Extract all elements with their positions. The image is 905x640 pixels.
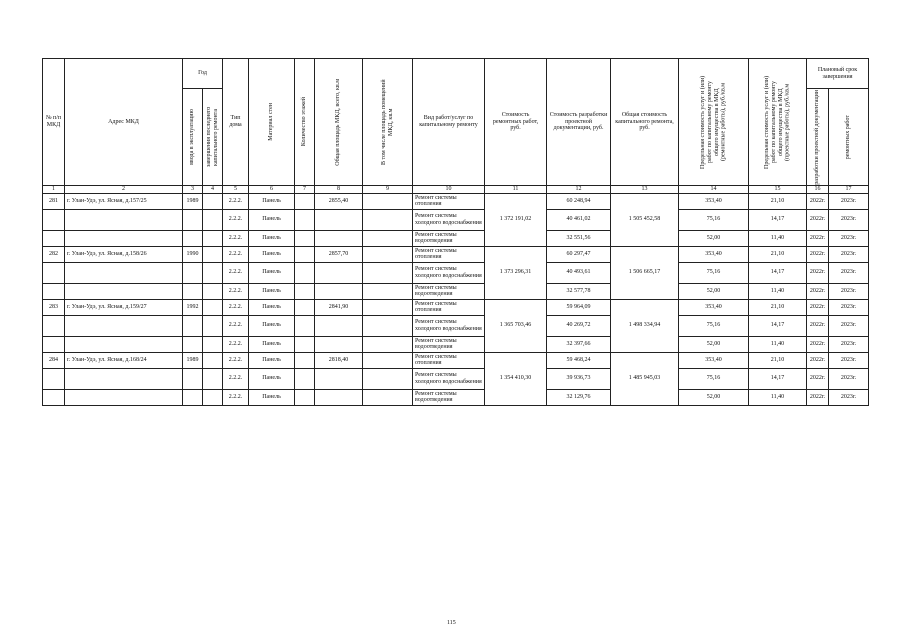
cell-year-commission [183, 283, 203, 299]
cell-work-type: Ремонт системы отопления [413, 352, 485, 368]
cell-deadline-design: 2022г. [807, 193, 829, 209]
cell-year-overhaul [203, 315, 223, 336]
cell-year-commission [183, 209, 203, 230]
table-row [43, 193, 869, 209]
header-year-group: Год [183, 59, 223, 89]
cell-work-type: Ремонт системы холодного водоснабжения [413, 262, 485, 283]
table-row [43, 368, 869, 389]
cell-house-type: 2.2.2. [223, 246, 249, 262]
cell-total-area [315, 368, 363, 389]
header-year-overhaul-text: завершения последнего капитального ремонта [205, 106, 219, 168]
cell-work-cost: 1 354 410,30 [485, 352, 547, 405]
cell-house-type: 2.2.2. [223, 389, 249, 405]
header-max-cost-repair [679, 59, 749, 186]
table-body [43, 193, 869, 405]
cell-total-area [315, 230, 363, 246]
cell-work-type: Ремонт системы холодного водоснабжения [413, 209, 485, 230]
cell-design-cost: 40 269,72 [547, 315, 611, 336]
header-max-cost-design-text: Предельная стоимость услуг и (или) работ по капитальному ремонту общего имущества в МКД (проектные работы), руб./кв.м [763, 75, 791, 169]
cell-premises-area [363, 262, 413, 283]
cell-floors [295, 352, 315, 368]
cell-design-cost: 32 129,76 [547, 389, 611, 405]
cell-year-commission [183, 368, 203, 389]
cell-premises-area [363, 389, 413, 405]
cell-year-overhaul [203, 336, 223, 352]
header-premises-area [363, 59, 413, 186]
cell-premises-area [363, 209, 413, 230]
cell-floors [295, 246, 315, 262]
cell-design-cost: 60 297,47 [547, 246, 611, 262]
cell-wall-material: Панель [249, 246, 295, 262]
cell-premises-area [363, 283, 413, 299]
cell-num [43, 262, 65, 283]
cell-address: г. Улан-Удэ, ул. Ясная, д.157/25 [65, 193, 183, 209]
cell-num: 284 [43, 352, 65, 368]
cell-floors [295, 336, 315, 352]
table-row [43, 389, 869, 405]
cell-wall-material: Панель [249, 368, 295, 389]
column-number: 15 [749, 186, 807, 194]
cell-work-type: Ремонт системы водоотведения [413, 230, 485, 246]
header-work-type: Вид работ/услуг по капитальному ремонту [413, 59, 485, 186]
cell-design-cost: 40 493,61 [547, 262, 611, 283]
cell-max-cost-repair: 52,00 [679, 283, 749, 299]
cell-total-cost: 1 506 665,17 [611, 246, 679, 299]
cell-num [43, 336, 65, 352]
cell-work-type: Ремонт системы холодного водоснабжения [413, 315, 485, 336]
cell-total-area [315, 389, 363, 405]
cell-max-cost-repair: 353,40 [679, 246, 749, 262]
cell-floors [295, 283, 315, 299]
cell-address [65, 230, 183, 246]
cell-total-area: 2855,40 [315, 193, 363, 209]
header-total-area [315, 59, 363, 186]
cell-house-type: 2.2.2. [223, 262, 249, 283]
column-number: 7 [295, 186, 315, 194]
cell-year-overhaul [203, 352, 223, 368]
cell-house-type: 2.2.2. [223, 230, 249, 246]
column-number: 6 [249, 186, 295, 194]
cell-deadline-repair: 2023г. [829, 336, 869, 352]
cell-num [43, 315, 65, 336]
cell-work-type: Ремонт системы отопления [413, 299, 485, 315]
table-header [43, 59, 869, 194]
cell-address [65, 336, 183, 352]
cell-wall-material: Панель [249, 352, 295, 368]
cell-premises-area [363, 368, 413, 389]
cell-premises-area [363, 193, 413, 209]
cell-deadline-design: 2022г. [807, 299, 829, 315]
cell-year-commission [183, 389, 203, 405]
cell-year-commission: 1989 [183, 352, 203, 368]
cell-address: г. Улан-Удэ, ул. Ясная, д.159/27 [65, 299, 183, 315]
cell-wall-material: Панель [249, 283, 295, 299]
header-max-cost-design [749, 59, 807, 186]
cell-max-cost-design: 11,40 [749, 389, 807, 405]
cell-design-cost: 32 397,66 [547, 336, 611, 352]
column-number: 13 [611, 186, 679, 194]
column-number: 12 [547, 186, 611, 194]
cell-house-type: 2.2.2. [223, 283, 249, 299]
cell-deadline-design: 2022г. [807, 352, 829, 368]
cell-max-cost-design: 21,10 [749, 299, 807, 315]
column-number: 1 [43, 186, 65, 194]
cell-house-type: 2.2.2. [223, 299, 249, 315]
cell-deadline-design: 2022г. [807, 230, 829, 246]
column-number: 4 [203, 186, 223, 194]
header-max-cost-repair-text: Предельная стоимость услуг и (или) работ по капитальному ремонту общего имущества в МКД (ремонтные работы), руб./кв.м [699, 75, 727, 169]
cell-work-cost: 1 372 191,02 [485, 193, 547, 246]
column-number: 16 [807, 186, 829, 194]
cell-house-type: 2.2.2. [223, 352, 249, 368]
cell-num [43, 230, 65, 246]
cell-max-cost-repair: 75,16 [679, 368, 749, 389]
cell-work-cost: 1 365 703,46 [485, 299, 547, 352]
cell-address [65, 209, 183, 230]
column-number: 3 [183, 186, 203, 194]
cell-total-area [315, 209, 363, 230]
cell-work-type: Ремонт системы холодного водоснабжения [413, 368, 485, 389]
cell-deadline-design: 2022г. [807, 389, 829, 405]
cell-year-overhaul [203, 262, 223, 283]
cell-wall-material: Панель [249, 230, 295, 246]
header-num: № п/п МКД [43, 59, 65, 186]
cell-total-cost: 1 505 452,58 [611, 193, 679, 246]
cell-total-area: 2818,40 [315, 352, 363, 368]
cell-max-cost-repair: 353,40 [679, 193, 749, 209]
cell-floors [295, 230, 315, 246]
cell-year-overhaul [203, 209, 223, 230]
column-number: 14 [679, 186, 749, 194]
cell-num: 283 [43, 299, 65, 315]
cell-total-area [315, 315, 363, 336]
cell-year-commission [183, 315, 203, 336]
cell-max-cost-design: 21,10 [749, 193, 807, 209]
cell-max-cost-repair: 75,16 [679, 315, 749, 336]
cell-deadline-design: 2022г. [807, 262, 829, 283]
cell-premises-area [363, 299, 413, 315]
capital-repair-table [42, 58, 869, 406]
cell-year-overhaul [203, 389, 223, 405]
header-year-overhaul [203, 89, 223, 186]
cell-max-cost-design: 11,40 [749, 283, 807, 299]
column-number: 9 [363, 186, 413, 194]
cell-wall-material: Панель [249, 336, 295, 352]
cell-year-commission: 1992 [183, 299, 203, 315]
cell-max-cost-design: 11,40 [749, 230, 807, 246]
cell-num: 282 [43, 246, 65, 262]
cell-max-cost-design: 11,40 [749, 336, 807, 352]
cell-wall-material: Панель [249, 315, 295, 336]
column-number: 2 [65, 186, 183, 194]
cell-floors [295, 389, 315, 405]
cell-deadline-repair: 2023г. [829, 230, 869, 246]
cell-design-cost: 32 577,78 [547, 283, 611, 299]
table-row [43, 262, 869, 283]
cell-max-cost-repair: 353,40 [679, 299, 749, 315]
cell-address [65, 315, 183, 336]
cell-year-commission [183, 230, 203, 246]
header-house-type: Тип дома [223, 59, 249, 186]
header-year-commission [183, 89, 203, 186]
cell-deadline-repair: 2023г. [829, 368, 869, 389]
cell-wall-material: Панель [249, 209, 295, 230]
cell-num [43, 368, 65, 389]
cell-year-overhaul [203, 283, 223, 299]
cell-year-commission: 1990 [183, 246, 203, 262]
cell-design-cost: 32 551,56 [547, 230, 611, 246]
cell-work-type: Ремонт системы отопления [413, 246, 485, 262]
cell-num [43, 389, 65, 405]
cell-address: г. Улан-Удэ, ул. Ясная, д.168/24 [65, 352, 183, 368]
cell-wall-material: Панель [249, 193, 295, 209]
cell-premises-area [363, 315, 413, 336]
cell-work-cost: 1 373 296,31 [485, 246, 547, 299]
cell-premises-area [363, 230, 413, 246]
header-floors-text: Количество этажей [301, 97, 308, 147]
cell-floors [295, 262, 315, 283]
table-row [43, 315, 869, 336]
cell-year-commission [183, 336, 203, 352]
cell-design-cost: 60 248,94 [547, 193, 611, 209]
cell-wall-material: Панель [249, 262, 295, 283]
column-number-row [43, 186, 869, 194]
cell-deadline-design: 2022г. [807, 368, 829, 389]
cell-total-cost: 1 498 334,94 [611, 299, 679, 352]
cell-work-type: Ремонт системы водоотведения [413, 283, 485, 299]
cell-premises-area [363, 352, 413, 368]
cell-design-cost: 59 964,09 [547, 299, 611, 315]
cell-floors [295, 193, 315, 209]
cell-total-area [315, 336, 363, 352]
cell-deadline-repair: 2023г. [829, 246, 869, 262]
cell-max-cost-design: 21,10 [749, 246, 807, 262]
cell-address: г. Улан-Удэ, ул. Ясная, д.158/26 [65, 246, 183, 262]
cell-max-cost-repair: 75,16 [679, 262, 749, 283]
cell-year-commission: 1989 [183, 193, 203, 209]
column-number: 5 [223, 186, 249, 194]
cell-deadline-design: 2022г. [807, 209, 829, 230]
cell-premises-area [363, 336, 413, 352]
cell-max-cost-repair: 52,00 [679, 336, 749, 352]
header-total-area-text: Общая площадь МКД, всего, кв.м [335, 78, 342, 166]
table-row [43, 336, 869, 352]
cell-house-type: 2.2.2. [223, 368, 249, 389]
header-premises-area-text: В том числе площадь помещений МКД, кв.м [380, 79, 394, 165]
header-deadline-repair-text: ремонтных работ [845, 114, 852, 160]
cell-house-type: 2.2.2. [223, 209, 249, 230]
cell-address [65, 389, 183, 405]
cell-num: 281 [43, 193, 65, 209]
column-number: 8 [315, 186, 363, 194]
cell-max-cost-repair: 75,16 [679, 209, 749, 230]
cell-address [65, 262, 183, 283]
header-deadline-repair [829, 89, 869, 186]
cell-wall-material: Панель [249, 299, 295, 315]
cell-max-cost-design: 14,17 [749, 368, 807, 389]
cell-total-area [315, 283, 363, 299]
header-wall-material [249, 59, 295, 186]
cell-year-commission [183, 262, 203, 283]
cell-deadline-repair: 2023г. [829, 299, 869, 315]
table-row [43, 246, 869, 262]
cell-deadline-repair: 2023г. [829, 315, 869, 336]
cell-max-cost-design: 14,17 [749, 315, 807, 336]
table-row [43, 209, 869, 230]
table-row [43, 230, 869, 246]
cell-year-overhaul [203, 368, 223, 389]
cell-work-type: Ремонт системы водоотведения [413, 389, 485, 405]
table-row [43, 299, 869, 315]
cell-num [43, 283, 65, 299]
cell-year-overhaul [203, 230, 223, 246]
cell-design-cost: 59 468,24 [547, 352, 611, 368]
header-total-cost: Общая стоимость капитального ремонта, руб. [611, 59, 679, 186]
cell-house-type: 2.2.2. [223, 193, 249, 209]
cell-address [65, 368, 183, 389]
cell-total-area: 2857,70 [315, 246, 363, 262]
cell-deadline-repair: 2023г. [829, 283, 869, 299]
cell-max-cost-design: 21,10 [749, 352, 807, 368]
cell-address [65, 283, 183, 299]
cell-deadline-design: 2022г. [807, 315, 829, 336]
cell-max-cost-repair: 52,00 [679, 389, 749, 405]
cell-total-area [315, 262, 363, 283]
header-deadline-group: Плановый срок завершения [807, 59, 869, 89]
cell-floors [295, 209, 315, 230]
cell-max-cost-repair: 52,00 [679, 230, 749, 246]
cell-house-type: 2.2.2. [223, 315, 249, 336]
cell-total-cost: 1 485 945,03 [611, 352, 679, 405]
cell-design-cost: 40 461,02 [547, 209, 611, 230]
cell-year-overhaul [203, 246, 223, 262]
cell-num [43, 209, 65, 230]
column-number: 11 [485, 186, 547, 194]
cell-floors [295, 368, 315, 389]
header-work-cost: Стоимость ремонтных работ, руб. [485, 59, 547, 186]
cell-year-overhaul [203, 193, 223, 209]
cell-work-type: Ремонт системы отопления [413, 193, 485, 209]
cell-deadline-repair: 2023г. [829, 193, 869, 209]
cell-premises-area [363, 246, 413, 262]
cell-total-area: 2841,90 [315, 299, 363, 315]
header-year-commission-text: ввода в эксплуатацию [189, 109, 196, 165]
header-address: Адрес МКД [65, 59, 183, 186]
cell-deadline-repair: 2023г. [829, 262, 869, 283]
cell-max-cost-repair: 353,40 [679, 352, 749, 368]
column-number: 10 [413, 186, 485, 194]
cell-house-type: 2.2.2. [223, 336, 249, 352]
cell-floors [295, 315, 315, 336]
header-deadline-design [807, 89, 829, 186]
cell-year-overhaul [203, 299, 223, 315]
cell-max-cost-design: 14,17 [749, 262, 807, 283]
header-design-cost: Стоимость разработки проектной документации, руб. [547, 59, 611, 186]
header-deadline-design-text: разработки проектной документации [814, 89, 821, 185]
header-floors [295, 59, 315, 186]
cell-wall-material: Панель [249, 389, 295, 405]
table-row [43, 283, 869, 299]
header-wall-material-text: Материал стен [268, 103, 275, 141]
cell-floors [295, 299, 315, 315]
cell-max-cost-design: 14,17 [749, 209, 807, 230]
page-number: 115 [447, 620, 456, 626]
table-row [43, 352, 869, 368]
cell-deadline-repair: 2023г. [829, 352, 869, 368]
cell-deadline-design: 2022г. [807, 283, 829, 299]
cell-deadline-repair: 2023г. [829, 389, 869, 405]
cell-deadline-design: 2022г. [807, 336, 829, 352]
cell-deadline-design: 2022г. [807, 246, 829, 262]
column-number: 17 [829, 186, 869, 194]
cell-design-cost: 39 936,73 [547, 368, 611, 389]
cell-work-type: Ремонт системы водоотведения [413, 336, 485, 352]
cell-deadline-repair: 2023г. [829, 209, 869, 230]
